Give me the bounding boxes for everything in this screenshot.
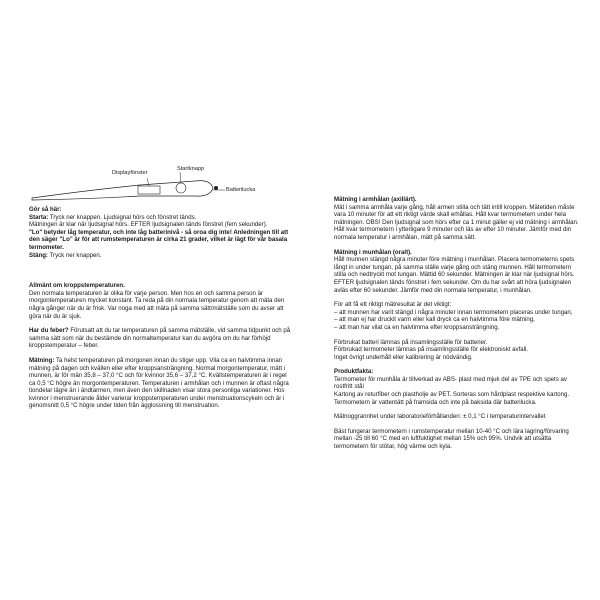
stop-label: Stäng: bbox=[29, 251, 48, 259]
accuracy-text: Mätnoggrannhet under laboratorieförhållanden: ± 0,1 °C i temperaturintervallet bbox=[334, 413, 546, 421]
correct-item-2: – att man ej har druckit varm eller kall dryck ca en halvtimma före mätning, bbox=[334, 316, 535, 324]
thermometer-diagram bbox=[30, 166, 256, 208]
measuring-paragraph bbox=[29, 357, 291, 410]
start-instruction bbox=[29, 214, 291, 222]
right-column bbox=[334, 196, 584, 451]
general-heading: Allmänt om kroppstemperaturen. bbox=[29, 282, 125, 290]
armpit-heading: Mätning i armhålan (axillärt). bbox=[334, 196, 417, 203]
stop-text: Tryck ner knappen. bbox=[47, 251, 102, 259]
thermometer-disposal-text: Förbrukad termometer lämnas på insamlingsställe för elektroniskt avfall. bbox=[334, 346, 529, 354]
fever-text: Förutsatt att du tar temperaturen på samma mätställe, vid samma tidpunkt och på samma sätt som när du bestämde din normaltemperatur kan du avgöra om du har förhöjd kroppstemperatur – feber. bbox=[29, 327, 291, 350]
fever-heading: Har du feber? bbox=[29, 327, 69, 335]
correct-item-1: – att munnen har varit stängd i några minuter innan termometern placeras under tungan, bbox=[334, 308, 573, 316]
start-text: Tryck ner knappen. Ljudsignal hörs och fönstret tänds. bbox=[48, 213, 197, 221]
facts-material: Termometer för munhåla är tillverkad av ABS- plast med mjuk del av TPE och spets av rostfritt stål bbox=[334, 375, 567, 391]
battery-disposal-text: Förbrukat batteri lämnas på insamlingsställe för batterier. bbox=[334, 338, 488, 346]
mouth-heading: Mätning i munhålan (oralt). bbox=[334, 248, 412, 256]
facts-heading: Produktfakta: bbox=[334, 368, 374, 376]
left-column bbox=[29, 206, 291, 410]
calibration-text: Inget övrigt underhåll eller kalibrering är nödvändig. bbox=[334, 353, 473, 361]
storage-text: Bäst fungerar termometern i rumstemperatur mellan 10-40 °C och lära lagring/förvaring mellan -25 till 60 °C med en luftfuktighet mellan 15% och 95%. Undvik att utsätta termometern för stötar, hög värme och kyla. bbox=[334, 427, 569, 451]
mouth-text: Håll munnen stängd några minuter före mätning i munhålan. Placera termometerns spets långt in under tungan, på samma ställe varje gång och stäng munnen. Håll termometern stilla och nedtryckt mot tungan. Mättid 60 sekunder. Mätningen är klar när ljudsignal hörs. EFTER ljudsignalen tänds fönstret i fem sekunder. Om du har svårt att höra ljudsignalen avläs efter 60 sekunder. Jämför med din normala temperatur, i munhålan. bbox=[334, 256, 575, 294]
stop-instruction bbox=[29, 252, 291, 260]
start-label: Starta: bbox=[29, 213, 49, 221]
general-text: Den normala temperaturen är olika för varje person. Men hos en och samma person är morgontemperaturen mycket konstant. Ta reda på din normala temperatur genom att mäta den några gånger när du är frisk. Var noga med att mäta på samma sätt/mätställe som du avser att göra när du är sjuk. bbox=[29, 289, 285, 320]
measuring-text: Ta helst temperaturen på morgonen innan du stiger upp. Vila ca en halvtimma innan mätning på dagen och kvällen eller efter kroppsansträngning. Normal morgontemperatur, mätt i munnen, är för män 35,8 – 37,0 °C och för kvinnor 35,6 – 37,2 °C. Kvällstemperaturen är i regel ca 0,5 °C högre än morgontemperaturen. Temperaturen i armhålan och i munnen är oftast några tiondelar lägre än i ändtarmen, men även den skillnaden visar stora personliga variationer. Hos kvinnor i menstruerande ålder varierar kroppstemperaturen under menstruationscykeln och är i genomsnitt 0,5 °C högre under tiden från ägglossning till menstruation. bbox=[29, 356, 289, 410]
measure-complete-text: Mätningen är klar när ljudsignal hörs. EFTER ljudsignalen tänds fönstret (fem sekunder). bbox=[29, 221, 268, 229]
intro-heading: Gör så här: bbox=[29, 206, 62, 213]
measuring-heading: Mätning: bbox=[29, 356, 55, 364]
battery-cover-label: Batterilucka bbox=[226, 187, 256, 193]
armpit-text: Mät i samma armhåla varje gång, håll armen stilla och tätt intill kroppen. Mätetiden måste vara 10 minuter för att ett riktigt värde skall erhållas. Håll kvar termometern under hela mätningen. OBS! Den ljudsignal som hörs efter ca 1 minut gäller ej vid mätning i armhålan. Håll kvar termometern i ytterligare 9 minuter och läs av efter 10 minuter. Jämför med din normala temperatur i armhålan, mätt på samma sätt. bbox=[334, 203, 579, 241]
correct-item-3: – att man har vilat ca en halvtimma efter kroppsansträngning. bbox=[334, 323, 500, 331]
display-window-label: Displayfönster bbox=[112, 170, 148, 176]
correct-heading: För att få ett riktigt mätresultat är det viktigt: bbox=[334, 301, 452, 309]
start-button-label: Startknapp bbox=[177, 166, 205, 172]
facts-waterproof: Termometern är vattentätt på framsida och inte på baksida där batterilucka. bbox=[334, 398, 537, 406]
fever-paragraph bbox=[29, 327, 291, 350]
lo-explanation: "Lo" betyder låg temperatur, och inte låg batterinivå - så oroa dig inte! Anledningen till att den säger "Lo" är för att rumstemperaturen är cirka 21 grader, vilket är lägt för vår basala termometer. bbox=[29, 228, 289, 251]
facts-packaging: Kartong av returfiber och plastholje av PET. Sorteras som hårdplast respektive kartong. bbox=[334, 391, 570, 399]
